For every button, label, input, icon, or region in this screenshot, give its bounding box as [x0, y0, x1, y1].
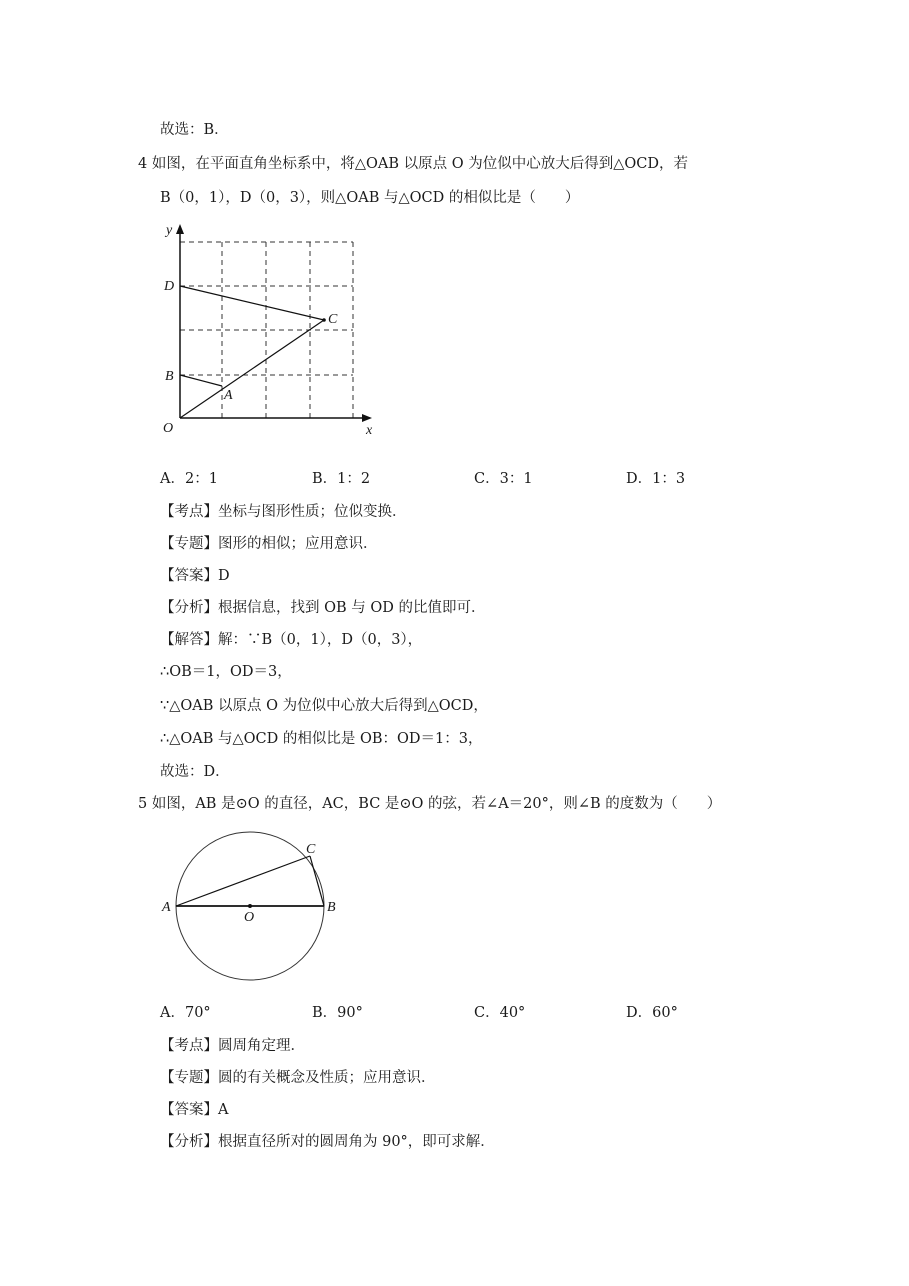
- q5-circle-figure: [158, 828, 348, 983]
- q5-analysis: 【分析】根据直径所对的圆周角为 90°，即可求解．: [160, 1134, 495, 1150]
- fig5-label-A: A: [162, 900, 171, 915]
- q3-conclusion: 故选：B．: [160, 122, 229, 138]
- q5-zhuanti: 【专题】圆的有关概念及性质；应用意识．: [160, 1070, 436, 1086]
- q4-solution-4: ∴△OAB 与△OCD 的相似比是 OB：OD＝1：3，: [160, 731, 483, 747]
- fig5-label-C: C: [306, 842, 316, 857]
- q4-solution-2: ∴OB＝1，OD＝3，: [160, 664, 292, 680]
- q4-option-a: A．2：1: [160, 471, 218, 487]
- fig-label-A: A: [224, 388, 233, 403]
- fig5-label-O: O: [244, 910, 255, 925]
- q4-analysis: 【分析】根据信息，找到 OB 与 OD 的比值即可．: [160, 600, 486, 616]
- q4-answer: 【答案】D: [160, 568, 230, 584]
- fig-label-D: D: [164, 279, 175, 294]
- fig-label-x: x: [366, 423, 373, 438]
- q4-stem-line2: B（0，1），D（0，3），则△OAB 与△OCD 的相似比是（ ）: [160, 190, 580, 206]
- q5-kaodian: 【考点】圆周角定理．: [160, 1038, 305, 1054]
- q5-answer: 【答案】A: [160, 1102, 229, 1118]
- q4-solution-3: ∵△OAB 以原点 O 为位似中心放大后得到△OCD，: [160, 698, 488, 714]
- q5-stem: 5 如图，AB 是⊙O 的直径，AC，BC 是⊙O 的弦，若∠A＝20°，则∠B 的度数为（ ）: [138, 796, 722, 812]
- q4-solution-5: 故选：D．: [160, 764, 230, 780]
- q4-stem-line1: 4 如图，在平面直角坐标系中，将△OAB 以原点 O 为位似中心放大后得到△OCD，若: [138, 156, 688, 172]
- fig-label-y: y: [166, 223, 173, 238]
- q5-option-d: D．60°: [626, 1005, 678, 1021]
- q4-solution-1: 【解答】解：∵B（0，1），D（0，3），: [160, 632, 423, 648]
- q5-option-c: C．40°: [474, 1005, 526, 1021]
- q4-zhuanti: 【专题】图形的相似；应用意识．: [160, 536, 378, 552]
- fig-label-B: B: [165, 369, 174, 384]
- fig-label-C: C: [328, 312, 338, 327]
- fig-label-O: O: [163, 421, 174, 436]
- q4-option-c: C．3：1: [474, 471, 533, 487]
- q4-kaodian: 【考点】坐标与图形性质；位似变换．: [160, 504, 407, 520]
- q5-option-a: A．70°: [160, 1005, 211, 1021]
- q4-option-d: D．1：3: [626, 471, 686, 487]
- fig5-label-B: B: [327, 900, 336, 915]
- q4-option-b: B．1：2: [312, 471, 371, 487]
- q4-coordinate-figure: [160, 220, 390, 440]
- q5-option-b: B．90°: [312, 1005, 363, 1021]
